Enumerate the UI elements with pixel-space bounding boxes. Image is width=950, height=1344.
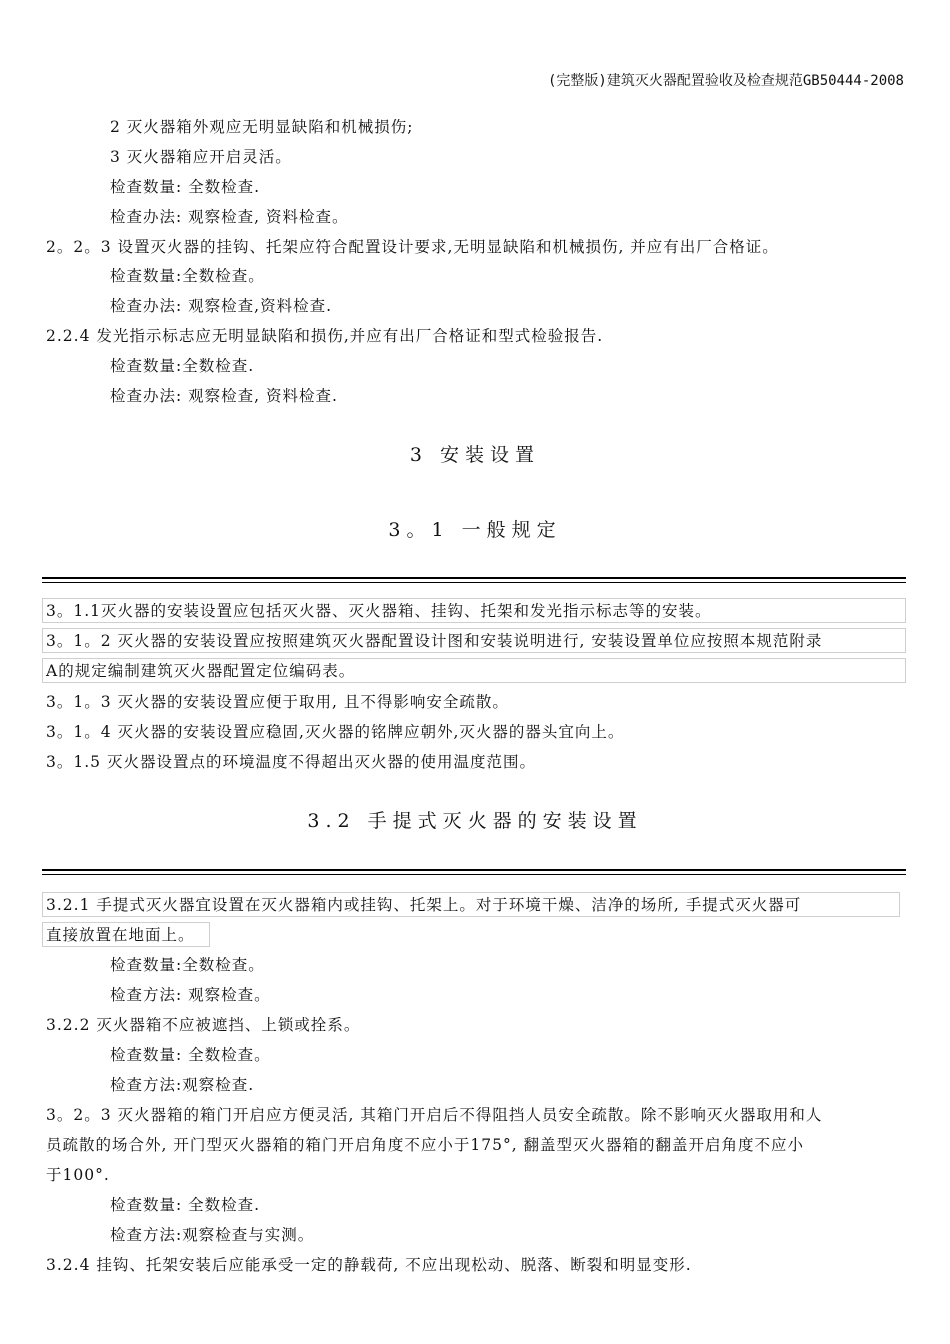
- paragraph: 检查数量:全数检查。: [110, 267, 265, 285]
- paragraph: 2.2.4 发光指示标志应无明显缺陷和损伤,并应有出厂合格证和型式检验报告.: [46, 327, 604, 345]
- chapter-title: 3 安装设置: [409, 444, 541, 466]
- divider: [42, 577, 906, 583]
- paragraph: 3.2.2 灭火器箱不应被遮挡、上锁或拴系。: [46, 1016, 361, 1034]
- paragraph: 3。1.5 灭火器设置点的环境温度不得超出灭火器的使用温度范围。: [46, 753, 536, 771]
- section-title: 3.2 手提式灭火器的安装设置: [307, 810, 643, 832]
- paragraph: 检查办法: 观察检查,资料检查.: [110, 297, 333, 315]
- paragraph: 检查数量:全数检查.: [110, 357, 255, 375]
- paragraph: 2 灭火器箱外观应无明显缺陷和机械损伤;: [110, 118, 414, 136]
- paragraph: A的规定编制建筑灭火器配置定位编码表。: [46, 662, 356, 680]
- paragraph: 检查方法:观察检查.: [110, 1076, 255, 1094]
- paragraph: 3。1。4 灭火器的安装设置应稳固,灭火器的铭牌应朝外,灭火器的器头宜向上。: [46, 723, 625, 741]
- paragraph: 3。1。3 灭火器的安装设置应便于取用, 且不得影响安全疏散。: [46, 693, 509, 711]
- paragraph: 于100°.: [46, 1166, 110, 1184]
- page-header: (完整版)建筑灭火器配置验收及检查规范GB50444-2008: [547, 73, 904, 89]
- paragraph: 检查方法: 观察检查。: [110, 986, 271, 1004]
- paragraph: 3.2.1 手提式灭火器宜设置在灭火器箱内或挂钩、托架上。对于环境干燥、洁净的场所, 手提式灭火器可: [46, 896, 802, 914]
- paragraph: 检查数量:全数检查。: [110, 956, 265, 974]
- paragraph: 3.2.4 挂钩、托架安装后应能承受一定的静载荷, 不应出现松动、脱落、断裂和明显变形.: [46, 1256, 692, 1274]
- paragraph: 3 灭火器箱应开启灵活。: [110, 148, 292, 166]
- paragraph: 检查数量: 全数检查.: [110, 1196, 261, 1214]
- paragraph: 3。1.1灭火器的安装设置应包括灭火器、灭火器箱、挂钩、托架和发光指示标志等的安装。: [46, 602, 712, 620]
- paragraph: 检查数量: 全数检查.: [110, 178, 261, 196]
- paragraph: 检查数量: 全数检查。: [110, 1046, 271, 1064]
- paragraph: 检查方法:观察检查与实测。: [110, 1226, 315, 1244]
- section-title: 3。1 一般规定: [388, 519, 562, 541]
- paragraph: 3。2。3 灭火器箱的箱门开启应方便灵活, 其箱门开启后不得阻挡人员安全疏散。除不影响灭火器取用和人: [46, 1106, 823, 1124]
- paragraph: 检查办法: 观察检查, 资料检查。: [110, 208, 349, 226]
- paragraph: 直接放置在地面上。: [46, 926, 195, 944]
- paragraph: 2。2。3 设置灭火器的挂钩、托架应符合配置设计要求,无明显缺陷和机械损伤, 并应有出厂合格证。: [46, 238, 779, 256]
- divider: [42, 869, 906, 875]
- paragraph: 员疏散的场合外, 开门型灭火器箱的箱门开启角度不应小于175°, 翻盖型灭火器箱的翻盖开启角度不应小: [46, 1136, 805, 1154]
- paragraph: 3。1。2 灭火器的安装设置应按照建筑灭火器配置设计图和安装说明进行, 安装设置单位应按照本规范附录: [46, 632, 823, 650]
- paragraph: 检查办法: 观察检查, 资料检查.: [110, 387, 338, 405]
